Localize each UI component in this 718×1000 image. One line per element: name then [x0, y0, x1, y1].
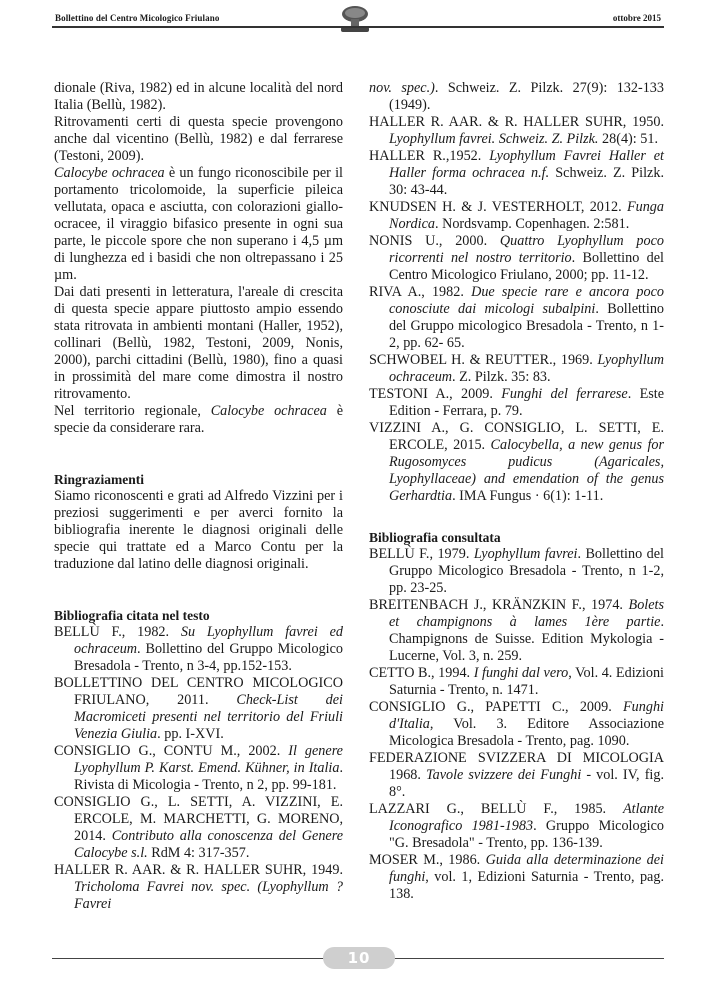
reference-item: HALLER R.,1952. Lyophyllum Favrei Haller et Haller forma ochracea n.f. Schweiz. Z. Pilzk. 30: 43-44.: [369, 148, 664, 198]
acknowledgements-heading: Ringraziamenti: [54, 472, 144, 487]
reference-item: CONSIGLIO G., PAPETTI C., 2009. Funghi d'Italia, Vol. 3. Editore Associazione Micologica Bresadola - Trento, pag. 1090.: [369, 699, 664, 749]
regional-paragraph: [54, 403, 343, 437]
reference-item: nov. spec.). Schweiz. Z. Pilzk. 27(9): 132-133 (1949).: [369, 80, 664, 113]
bibliography-cited-list-continued: [369, 80, 664, 505]
bibliography-cited-heading: Bibliografia citata nel testo: [54, 608, 210, 623]
description-paragraph: [54, 165, 343, 284]
mushroom-logo-icon: [335, 3, 375, 33]
reference-item: BREITENBACH J., KRÄNZKIN F., 1974. Bolets et champignons à lames 1ère partie. Champignons de Suisse. Edition Mykologia - Lucerne, Vol. 3, n. 259.: [369, 597, 664, 664]
left-column: [54, 80, 343, 913]
reference-item: RIVA A., 1982. Due specie rare e ancora poco conosciute dai micologi subalpini. Bollettino del Gruppo micologico Bresadola - Trento, n 1-2, pp. 62- 65.: [369, 284, 665, 351]
habitat-paragraph: Dai dati presenti in letteratura, l'areale di crescita di questa specie appare piuttosto ampio essendo stata ritrovata in ambienti montani (Haller, 1952), collinari (Bellù, 1982, Testoni, 2009, Nonis, 2000), parchi cittadini (Bellù, 1980), fino a quasi in prossimità del mare come dimostra il nostro ritrovamento.: [54, 284, 343, 402]
reference-item: CONSIGLIO G., CONTU M., 2002. Il genere Lyophyllum P. Karst. Emend. Kühner, in Italia. Rivista di Micologia - Trento, n 2, pp. 99-181.: [54, 743, 343, 793]
species-name: Calocybe ochracea: [210, 403, 327, 419]
reference-item: LAZZARI G., BELLÙ F., 1985. Atlante Iconografico 1981-1983. Gruppo Micologico "G. Bresadola" - Trento, pp. 136-139.: [369, 801, 664, 851]
reference-item: CETTO B., 1994. I funghi dal vero, Vol. 4. Edizioni Saturnia - Trento, n. 1471.: [369, 665, 665, 698]
reference-item: HALLER R. AAR. & R. HALLER SUHR, 1950. Lyophyllum favrei. Schweiz. Z. Pilzk. 28(4): 51.: [369, 114, 664, 147]
reference-item: CONSIGLIO G., L. SETTI, A. VIZZINI, E. ERCOLE, M. MARCHETTI, G. MORENO, 2014. Contributo alla conoscenza del Genere Calocybe s.l. RdM 4: 317-357.: [54, 794, 344, 861]
reference-item: BOLLETTINO DEL CENTRO MICOLOGICO FRIULANO, 2011. Check-List dei Macromiceti presenti nel territorio del Friuli Venezia Giulia. pp. I-XVI.: [54, 675, 343, 742]
bibliography-consulted-heading: Bibliografia consultata: [369, 530, 501, 545]
intro-paragraph-1: dionale (Riva, 1982) ed in alcune località del nord Italia (Bellù, 1982).: [54, 80, 343, 113]
intro-paragraph-2: Ritrovamenti certi di questa specie provengono anche dal vicentino (Bellù, 1982) e dal ferrarese (Testoni, 2009).: [54, 114, 343, 164]
species-name: Calocybe ochracea: [54, 165, 165, 181]
right-column: [369, 80, 664, 903]
reference-item: NONIS U., 2000. Quattro Lyophyllum poco ricorrenti nel nostro territorio. Bollettino del Centro Micologico Friulano, 2000; pp. 11-12.: [369, 233, 665, 283]
bibliography-cited-list: [54, 624, 343, 913]
bibliography-consulted-list: [369, 546, 664, 903]
reference-item: BELLÙ F., 1979. Lyophyllum favrei. Bollettino del Gruppo Micologico Bresadola - Trento, n 1-2, pp. 23-25.: [369, 546, 664, 596]
acknowledgements-text: Siamo riconoscenti e grati ad Alfredo Vizzini per i preziosi suggerimenti e per averci fornito la bibliografia inerente le diagnosi originali delle specie qui trattate ed a Marco Contu per la traduzione dal latino delle diagnosi originali.: [54, 488, 343, 572]
reference-item: TESTONI A., 2009. Funghi del ferrarese. Este Edition - Ferrara, p. 79.: [369, 386, 664, 419]
regional-text-pre: Nel territorio regionale,: [54, 403, 211, 419]
page-number: 10: [323, 947, 395, 969]
reference-item: BELLÙ F., 1982. Su Lyophyllum favrei ed ochraceum. Bollettino del Gruppo Micologico Bresadola - Trento, n 3-4, pp.152-153.: [54, 624, 343, 674]
reference-item: FEDERAZIONE SVIZZERA DI MICOLOGIA 1968. Tavole svizzere dei Funghi - vol. IV, fig. 8°.: [369, 750, 664, 800]
reference-item: KNUDSEN H. & J. VESTERHOLT, 2012. Funga Nordica. Nordsvamp. Copenhagen. 2:581.: [369, 199, 664, 232]
issue-date: ottobre 2015: [612, 13, 661, 23]
journal-title: Bollettino del Centro Micologico Friulano: [55, 13, 220, 23]
header-rule: [52, 26, 664, 28]
reference-item: MOSER M., 1986. Guida alla determinazione dei funghi, vol. 1, Edizioni Saturnia - Trento, pag. 138.: [369, 852, 664, 902]
reference-item: HALLER R. AAR. & R. HALLER SUHR, 1949. Tricholoma Favrei nov. spec. (Lyophyllum ? Favrei: [54, 862, 343, 912]
reference-item: SCHWOBEL H. & REUTTER., 1969. Lyophyllum ochraceum. Z. Pilzk. 35: 83.: [369, 352, 664, 385]
description-text: è un fungo riconoscibile per il portamento tricolomoide, la superficie pileica vellutata, opaca e asciutta, con colorazioni giallo-ocracee, il viraggio bifasico presente in ogni sua parte, le piccole spore che non superano i 4,5 µm di lunghezza ed i basidi che non oltrepassano i 25 µm.: [54, 165, 343, 283]
regional-text-post: è specie da considerare rara.: [54, 403, 343, 436]
reference-item: VIZZINI A., G. CONSIGLIO, L. SETTI, E. ERCOLE, 2015. Calocybella, a new genus for Rugosomyces pudicus (Agaricales, Lyophyllaceae) and emendation of the genus Gerhardtia. IMA Fungus · 6(1): 1-11.: [369, 420, 664, 504]
